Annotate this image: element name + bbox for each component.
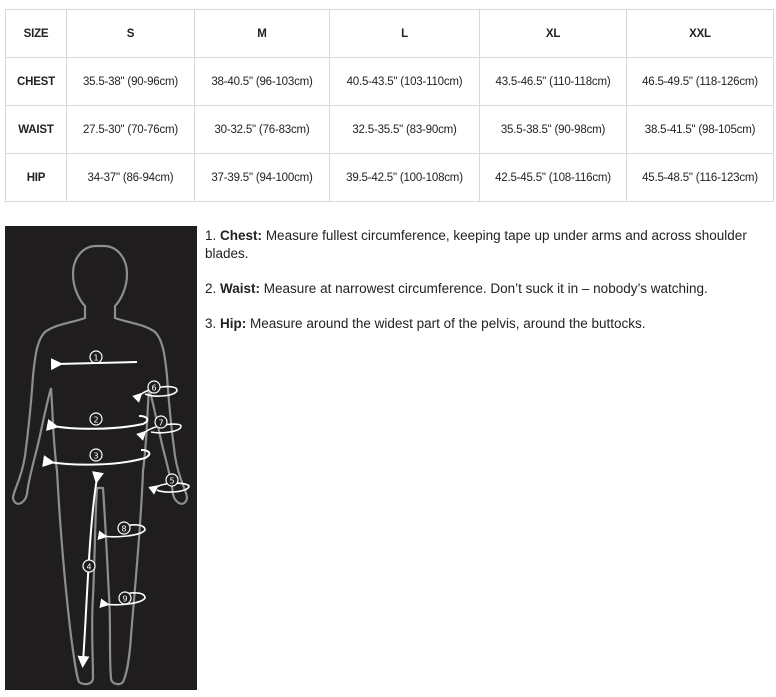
header-size: SIZE [6, 10, 67, 58]
table-cell: 32.5-35.5" (83-90cm) [330, 106, 480, 154]
table-cell: 34-37" (86-94cm) [67, 154, 195, 202]
marker-9-label: 9 [122, 594, 128, 604]
marker-6 [148, 381, 160, 393]
header-m: M [195, 10, 330, 58]
table-cell: 27.5-30" (70-76cm) [67, 106, 195, 154]
table-cell: 46.5-49.5" (118-126cm) [627, 58, 774, 106]
marker-8-label: 8 [121, 524, 127, 534]
marker-1 [90, 351, 102, 363]
marker-4 [83, 560, 95, 572]
marker-6-label: 6 [151, 383, 157, 393]
measurement-instructions [205, 227, 771, 350]
size-chart-table [5, 9, 774, 202]
hip-measure-line [49, 450, 149, 465]
instruction-text: Measure at narrowest circumference. Don’t suck it in – nobody’s watching. [263, 281, 708, 296]
marker-5-label: 5 [169, 476, 175, 486]
instruction-text: Measure fullest circumference, keeping tape up under arms and across shoulder blades. [205, 228, 747, 261]
instruction-number: 1. [205, 228, 217, 243]
marker-9 [119, 592, 131, 604]
table-cell: 43.5-46.5" (110-118cm) [480, 58, 627, 106]
header-xxl: XXL [627, 10, 774, 58]
marker-5 [166, 474, 178, 486]
instruction-term: Hip: [220, 316, 247, 331]
row-label-hip: HIP [6, 154, 67, 202]
instruction-number: 3. [205, 316, 217, 331]
instruction-hip [205, 315, 771, 333]
header-xl: XL [480, 10, 627, 58]
table-cell: 38-40.5" (96-103cm) [195, 58, 330, 106]
table-cell: 39.5-42.5" (100-108cm) [330, 154, 480, 202]
table-cell: 40.5-43.5" (103-110cm) [330, 58, 480, 106]
marker-3-label: 3 [93, 451, 99, 461]
marker-3 [90, 449, 102, 461]
marker-1-label: 1 [93, 353, 99, 363]
marker-4-label: 4 [86, 562, 92, 572]
row-label-waist: WAIST [6, 106, 67, 154]
instruction-number: 2. [205, 281, 217, 296]
table-cell: 42.5-45.5" (108-116cm) [480, 154, 627, 202]
table-header-row [6, 10, 774, 58]
table-cell: 37-39.5" (94-100cm) [195, 154, 330, 202]
instruction-text: Measure around the widest part of the pelvis, around the buttocks. [250, 316, 646, 331]
marker-7 [155, 416, 167, 428]
measurement-diagram [5, 226, 197, 690]
marker-2-label: 2 [93, 415, 99, 425]
table-cell: 35.5-38" (90-96cm) [67, 58, 195, 106]
table-row-chest [6, 58, 774, 106]
header-l: L [330, 10, 480, 58]
marker-7-label: 7 [158, 418, 164, 428]
table-cell: 30-32.5" (76-83cm) [195, 106, 330, 154]
table-row-waist [6, 106, 774, 154]
instruction-term: Chest: [220, 228, 263, 243]
marker-8 [118, 522, 130, 534]
header-s: S [67, 10, 195, 58]
table-row-hip [6, 154, 774, 202]
row-label-chest: CHEST [6, 58, 67, 106]
table-cell: 35.5-38.5" (90-98cm) [480, 106, 627, 154]
table-cell: 45.5-48.5" (116-123cm) [627, 154, 774, 202]
instruction-waist [205, 280, 771, 298]
instruction-chest [205, 227, 771, 263]
marker-2 [90, 413, 102, 425]
table-cell: 38.5-41.5" (98-105cm) [627, 106, 774, 154]
waist-measure-line [53, 416, 147, 429]
body-figure-svg [5, 226, 197, 690]
instruction-term: Waist: [220, 281, 261, 296]
